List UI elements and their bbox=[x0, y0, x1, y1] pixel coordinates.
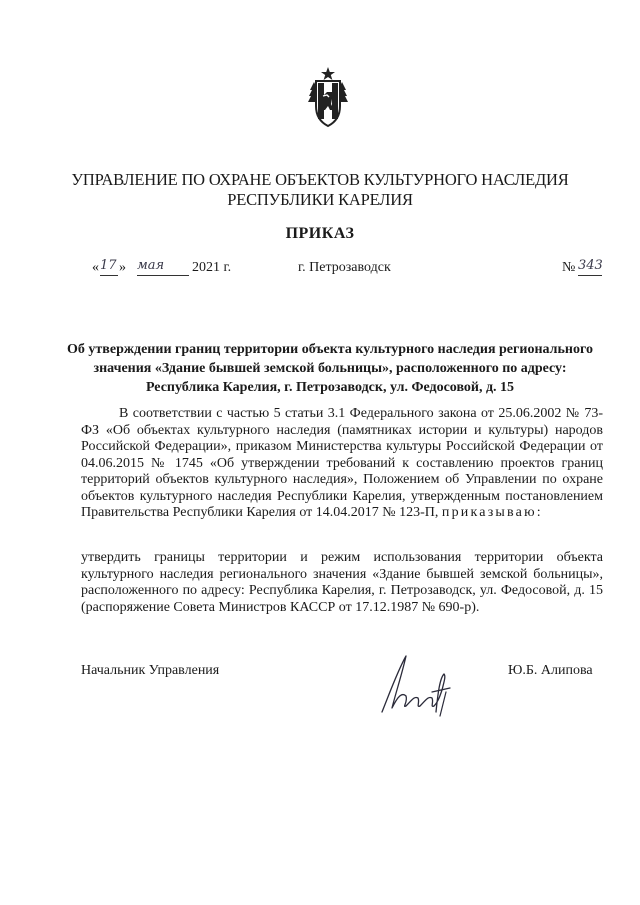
order-number: 343 bbox=[578, 258, 603, 273]
signatory-name: Ю.Б. Алипова bbox=[508, 663, 593, 678]
order-directive-word: приказываю: bbox=[441, 505, 543, 520]
date-number-row bbox=[92, 260, 604, 282]
date-day: 17 bbox=[100, 258, 117, 273]
document-city: г. Петрозаводск bbox=[298, 260, 391, 275]
signatory-position: Начальник Управления bbox=[81, 663, 220, 678]
date-year: 2021 г. bbox=[192, 260, 232, 275]
preamble-paragraph bbox=[81, 406, 603, 522]
order-number-label: № bbox=[562, 260, 576, 275]
karelia-coat-of-arms-icon bbox=[305, 66, 351, 128]
organization-name-line2: РЕСПУБЛИКИ КАРЕЛИЯ bbox=[227, 190, 413, 209]
order-paragraph: утвердить границы территории и режим использования территории объекта культурного наследия регионального значения «Здание бывшей земской больницы», расположенного по адресу: Республика Карелия, г. Петрозаводск, ул. Федосовой, д. 15 (распоряжение Совета Министров КАССР от 17.12.1987 № 690-р). bbox=[81, 550, 603, 615]
preamble-text: В соответствии с частью 5 статьи 3.1 Федерального закона от 25.06.2002 № 73-ФЗ «Об объектах культурного наследия (памятниках истории и культуры) народов Российской Федерации», приказом Министерства культуры Российской Федерации от 04.06.2015 № 1745 «Об утверждении требований к составлению проектов границ территорий объектов культурного наследия», Положением об Управлении по охране объектов культурного наследия Республики Карелия, утвержденным постановлением Правительства Республики Карелия от 14.04.2017 № 123-П, bbox=[81, 406, 603, 520]
date-month-underline bbox=[137, 275, 189, 276]
document-title: Об утверждении границ территории объекта культурного наследия регионального значения «Здание бывшей земской больницы», расположенного по адресу: Республика Карелия, г. Петрозаводск, ул. Федосовой, д. 15 bbox=[67, 342, 593, 395]
date-quote-close: » bbox=[119, 260, 126, 275]
organization-name-line1: УПРАВЛЕНИЕ ПО ОХРАНЕ ОБЪЕКТОВ КУЛЬТУРНОГО НАСЛЕДИЯ bbox=[71, 170, 569, 189]
date-quote-open: « bbox=[92, 260, 99, 275]
date-month: мая bbox=[137, 258, 165, 273]
handwritten-signature-icon bbox=[372, 652, 458, 718]
order-number-underline bbox=[578, 275, 602, 276]
document-type: ПРИКАЗ bbox=[285, 225, 355, 242]
date-day-underline bbox=[100, 275, 118, 276]
